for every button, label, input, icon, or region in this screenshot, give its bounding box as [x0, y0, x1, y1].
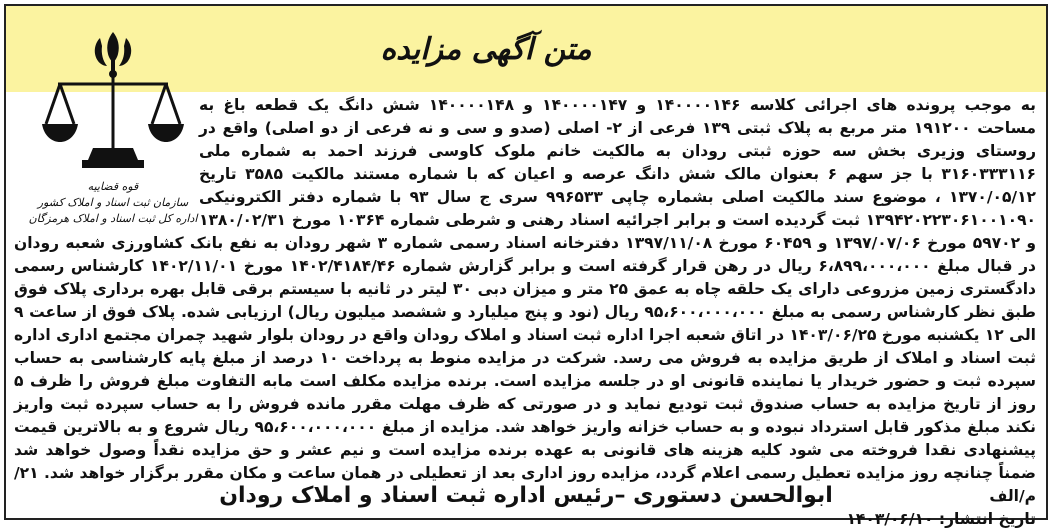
emblem-label: قوه قضاییه — [87, 180, 139, 193]
notice-body-text: به موجب پرونده های اجرائی کلاسه ۱۴۰۰۰۰۱۴۶ و ۱۴۰۰۰۰۱۴۷ و ۱۴۰۰۰۰۱۴۸ شش دانگ یک قطعه باغ به مساحت ۱۹۱۲۰۰ متر مربع به پلاک ثبتی ۱۳۹ فرعی از ۲- اصلی (صدو و سی و نه فرعی از دو اصلی) واقع در روستای وزیری بخش سه حوزه ثبتی رودان به مالکیت خانم ملوک کاوسی فرزند احمد به شماره ملی ۳۱۶۰۳۳۳۱۱۶ با جز سهم ۶ بعنوان مالک شش دانگ عرصه و اعیان که با شماره مستند مالکیت ۳۵۸۵ تاریخ ۱۳۷۰/۰۵/۱۲ ، موضوع سند مالکیت اصلی بشماره چاپی ۹۹۶۵۳۳ سری ج سال ۹۳ با شماره دفتر الکترونیکی ۱۳۹۴۲۰۲۲۳۰۶۱۰۰۱۰۹۰ ثبت گردیده است و برابر اجرائیه اسناد رهنی و شرطی شماره ۱۰۳۶۴ مورخ ۱۳۸۰/۰۲/۳۱ و ۵۹۷۰۲ مورخ ۱۳۹۷/۰۷/۰۶ و ۶۰۴۵۹ مورخ ۱۳۹۷/۱۱/۰۸ دفترخانه اسناد رسمی شماره ۳ شهر رودان به نفع بانک کشاورزی شعبه رودان در قبال مبلغ ۶،۸۹۹،۰۰۰،۰۰۰ ریال در رهن قرار گرفته است و برابر گزارش شماره ۱۴۰۲/۴۱۸۴/۴۶ مورخ ۱۴۰۲/۱۱/۰۱ کارشناس رسمی دادگستری زمین مزروعی دارای یک حلقه چاه به عمق ۲۵ متر و میزان دبی ۳۰ لیتر در ثانیه با سیستم برقی قابل بهره برداری پلاک فوق طبق نظر کارشناس رسمی به مبلغ ۹۵،۶۰۰،۰۰۰،۰۰۰ ریال (نود و پنج میلیارد و ششصد میلیون ریال) ارزیابی شده. پلاک فوق از ساعت ۹ الی ۱۲ یکشنبه مورخ ۱۴۰۳/۰۶/۲۵ در اتاق شعبه اجرا اداره ثبت اسناد و املاک رودان واقع در رودان بلوار شهید چمران مجتمع اداری اداره ثبت اسناد و املاک از طریق مزایده به فروش می رسد. شرکت در مزایده منوط به پرداخت ۱۰ درصد از مبلغ پایه کارشناسی به حساب سپرده ثبت و حضور خریدار یا نماینده قانونی او در جلسه مزایده است. برنده مزایده مکلف است مابه التفاوت مبلغ فروش را ظرف ۵ روز از تاریخ مزایده به حساب صندوق ثبت تودیع نماید و در صورتی که ظرف مهلت مقرر مانده فروش را به حساب سپرده ثبت واریز نکند مبلغ مذکور قابل استرداد نبوده و به حساب خزانه واریز خواهد شد. مزایده از مبلغ ۹۵،۶۰۰،۰۰۰،۰۰۰ ریال شروع و به بالاترین قیمت پیشنهادی نقدا فروخته می شود کلیه هزینه های قانونی به عهده برنده مزایده است و نیم عشر و حق مزایده نقداً وصول خواهد شد ضمناً چنانچه روز مزایده تعطیل رسمی اعلام گردد، مزایده روز اداری بعد از تعطیلی در همان ساعت و مکان مقرر برگزار خواهد شد. ۲۱/م/الف — [14, 96, 1037, 505]
signature-line: ابوالحسن دستوری –رئیس اداره ثبت اسناد و املاک رودان — [219, 483, 833, 508]
notice-title: متن آگهی مزایده — [380, 31, 592, 67]
emblem-org-line2: اداره کل ثبت اسناد و املاک هرمزگان — [28, 212, 198, 225]
auction-notice — [4, 4, 1048, 528]
publish-date: تاریخ انتشار: ۱۴۰۳/۰۶/۱۰ — [846, 510, 1036, 528]
emblem-org-line1: سازمان ثبت اسناد و املاک کشور — [37, 196, 189, 209]
